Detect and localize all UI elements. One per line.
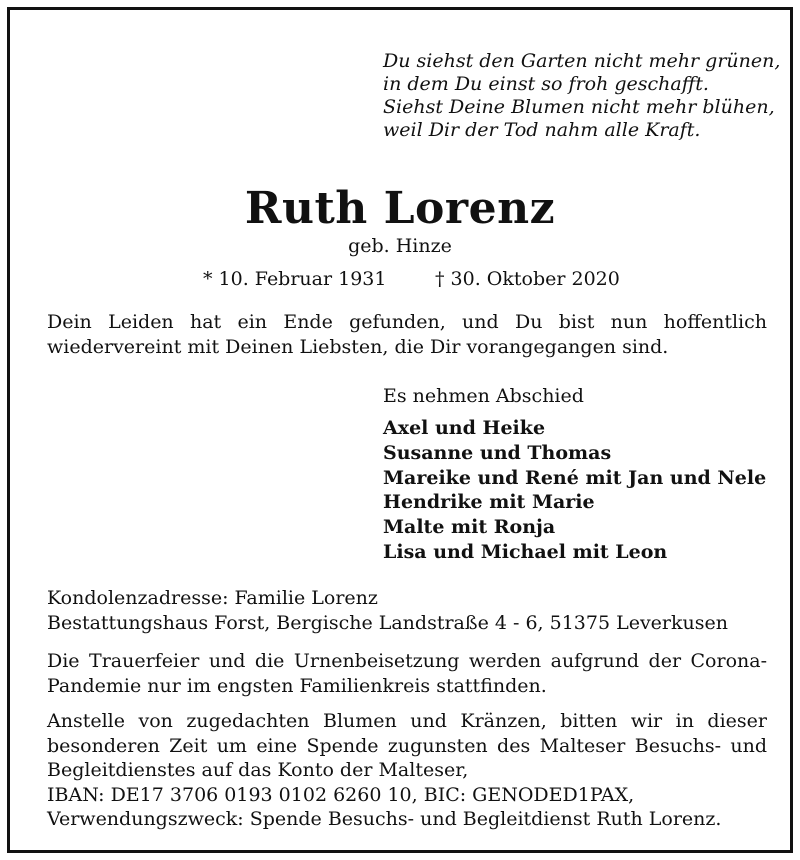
birth-date: * 10. Februar 1931 [203,268,387,290]
donation-notice [47,709,767,832]
deceased-name: Ruth Lorenz [244,183,556,234]
ceremony-notice [47,649,767,698]
maiden-name: geb. Hinze [348,235,452,257]
mourner-entry: Susanne und Thomas [383,441,612,464]
mourner-entry: Mareike und René mit Jan und Nele [383,466,767,489]
ceremony-line: Die Trauerfeier und die Urnenbeisetzung werden aufgrund der Corona- [47,650,767,672]
mourner-entry: Malte mit Ronja [383,516,556,539]
donation-line: IBAN: DE17 3706 0193 0102 6260 10, BIC: GENODED1PAX, [47,783,635,806]
intro-line: Dein Leiden hat ein Ende gefunden, und Du bist nun hoffentlich [47,311,767,333]
intro-line: wiedervereint mit Deinen Liebsten, die Dir vorangegangen sind. [47,336,669,358]
obituary-frame [7,7,793,853]
ceremony-line: Pandemie nur im engsten Familienkreis stattfinden. [47,674,547,697]
condolence-address [47,586,767,635]
death-date: † 30. Oktober 2020 [435,268,620,290]
donation-line: Anstelle von zugedachten Blumen und Kränzen, bitten wir in dieser [47,710,767,732]
farewell-heading: Es nehmen Abschied [383,385,584,407]
poem-line: Du siehst den Garten nicht mehr grünen, [383,50,781,72]
poem [383,50,783,142]
mourner-entry: Lisa und Michael mit Leon [383,540,668,563]
condolence-line: Kondolenzadresse: Familie Lorenz [47,587,378,609]
mourner-entry: Hendrike mit Marie [383,491,595,514]
donation-line: Begleitdienstes auf das Konto der Malteser, [47,759,469,781]
intro-text [47,310,767,360]
poem-line: weil Dir der Tod nahm alle Kraft. [383,119,701,141]
poem-line: in dem Du einst so froh geschafft. [383,73,709,95]
condolence-line: Bestattungshaus Forst, Bergische Landstraße 4 - 6, 51375 Leverkusen [47,611,728,634]
donation-line: besonderen Zeit um eine Spende zugunsten des Malteser Besuchs- und [47,734,767,757]
mourners-list [383,416,766,565]
mourner-entry: Axel und Heike [383,417,546,439]
donation-line: Verwendungszweck: Spende Besuchs- und Begleitdienst Ruth Lorenz. [47,808,722,830]
poem-line: Siehst Deine Blumen nicht mehr blühen, [383,96,775,118]
